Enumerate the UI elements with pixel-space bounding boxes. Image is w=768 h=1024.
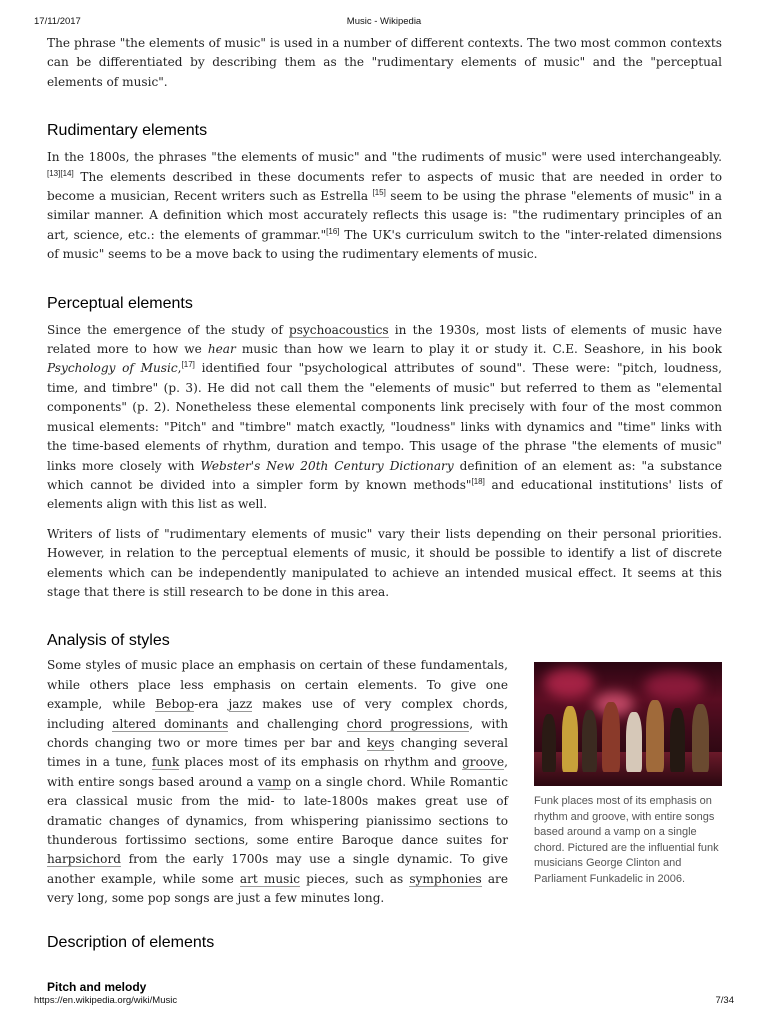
heading-analysis: Analysis of styles [47, 632, 170, 650]
heading-description: Description of elements [47, 933, 215, 951]
page-header [34, 16, 734, 30]
book-title: Psychology of Music [47, 361, 178, 376]
dictionary-title: Webster's New 20th Century Dictionary [200, 458, 454, 473]
citation-13[interactable]: [13] [47, 168, 61, 178]
perceptual-paragraph-1: Since the emergence of the study of psychoacoustics in the 1930s, most lists of elements of music have related more to how we hear music than how we learn to play it or study it. C.E. Seashore, in his book Psychology of Music,[17] identified four "psychological attributes of sound". These were: "pitch, loudness, time, and timbre" (p. 3). He did not call them the "elements of music" but referred to them as "elemental components" (p. 2). Nonetheless these elemental components link precisely with four of the most common musical elements: "Pitch" and "timbre" match exactly, "loudness" links with dynamics and "time" links with the time-based elements of rhythm, duration and tempo. This usage of the phrase "the elements of music" links more closely with Webster's New 20th Century Dictionary definition of an element as: "a substance which cannot be divided into a simpler form by known methods"[18] and educational institutions' lists of elements align with this list as well. [47, 322, 722, 512]
link-bebop[interactable]: Bebop [155, 697, 195, 712]
intro-paragraph: The phrase "the elements of music" is used in a number of different contexts. The two most common contexts can be differentiated by describing them as the "rudimentary elements of music" and the "perceptual elements of music". [47, 36, 722, 89]
analysis-section [47, 656, 722, 908]
link-altered-dominants[interactable]: altered dominants [112, 716, 229, 731]
citation-16[interactable]: [16] [326, 226, 340, 236]
link-vamp[interactable]: vamp [257, 774, 292, 789]
print-date: 17/11/2017 [34, 16, 81, 27]
citation-18[interactable]: [18] [471, 476, 485, 486]
page-footer [34, 995, 734, 1009]
citation-17[interactable]: [17] [181, 360, 195, 370]
link-psychoacoustics[interactable]: psychoacoustics [289, 322, 389, 337]
link-symphonies[interactable]: symphonies [409, 871, 482, 886]
funk-concert-photo[interactable] [534, 662, 722, 786]
link-groove[interactable]: groove [462, 755, 505, 770]
analysis-paragraph: Some styles of music place an emphasis on certain of these fundamentals, while others place less emphasis on certain elements. To give one example, while Bebop-era jazz makes use of very complex chords, including altered dominants and challenging chord progressions, with chords changing two or more times per bar and keys changing several times in a tune, funk places most of its emphasis on rhythm and groove, with entire songs based around a vamp on a single chord. While Romantic era classical music from the mid- to late-1800s makes great use of dramatic changes of dynamics, from whispering pianissimo sections to thunderous fortissimo sections, some entire Baroque dance suites for harpsichord from the early 1700s may use a single dynamic. To give another example, while some art music pieces, such as symphonies are very long, some pop songs are just a few minutes long. [47, 658, 509, 906]
heading-rudimentary: Rudimentary elements [47, 122, 208, 140]
heading-perceptual: Perceptual elements [47, 294, 193, 312]
link-art-music[interactable]: art music [239, 871, 300, 886]
link-chord-progressions[interactable]: chord progressions [346, 716, 470, 731]
link-keys[interactable]: keys [366, 735, 395, 750]
print-url: https://en.wikipedia.org/wiki/Music [34, 995, 178, 1006]
funk-figure [534, 662, 722, 887]
link-harpsichord[interactable]: harpsichord [47, 852, 121, 867]
citation-14[interactable]: [14] [60, 168, 74, 178]
link-jazz[interactable]: jazz [228, 697, 253, 712]
article-content [47, 34, 722, 995]
page-number: 7/34 [715, 995, 734, 1006]
print-title: Music - Wikipedia [346, 16, 422, 27]
figure-caption: Funk places most of its emphasis on rhythm and groove, with entire songs based around a vamp on a single chord. Pictured are the influential funk musicians George Clinton and Parliament Funkadelic in 2006. [534, 795, 719, 885]
citation-15[interactable]: [15] [372, 188, 386, 197]
rudimentary-paragraph: In the 1800s, the phrases "the elements of music" and "the rudiments of music" were used interchangeably.[13][14] The elements described in these documents refer to aspects of music that are needed in order to become a musician, Recent writers such as Estrella [15] seem to be using the phrase "elements of music" in a similar manner. A definition which most accurately reflects this usage is: "the rudimentary principles of an art, science, etc.: the elements of grammar."[16] The UK's curriculum switch to the "inter-related dimensions of music" seems to be a move back to using the rudimentary elements of music. [47, 150, 722, 262]
heading-pitch-melody: Pitch and melody [47, 979, 147, 994]
perceptual-paragraph-2: Writers of lists of "rudimentary elements of music" vary their lists depending on their personal priorities. However, in relation to the perceptual elements of music, it should be possible to identify a list of discrete elements which can be independently manipulated to achieve an intended musical effect. It seems at this stage that there is still research to be done in this area. [47, 526, 722, 599]
link-funk[interactable]: funk [151, 755, 180, 770]
